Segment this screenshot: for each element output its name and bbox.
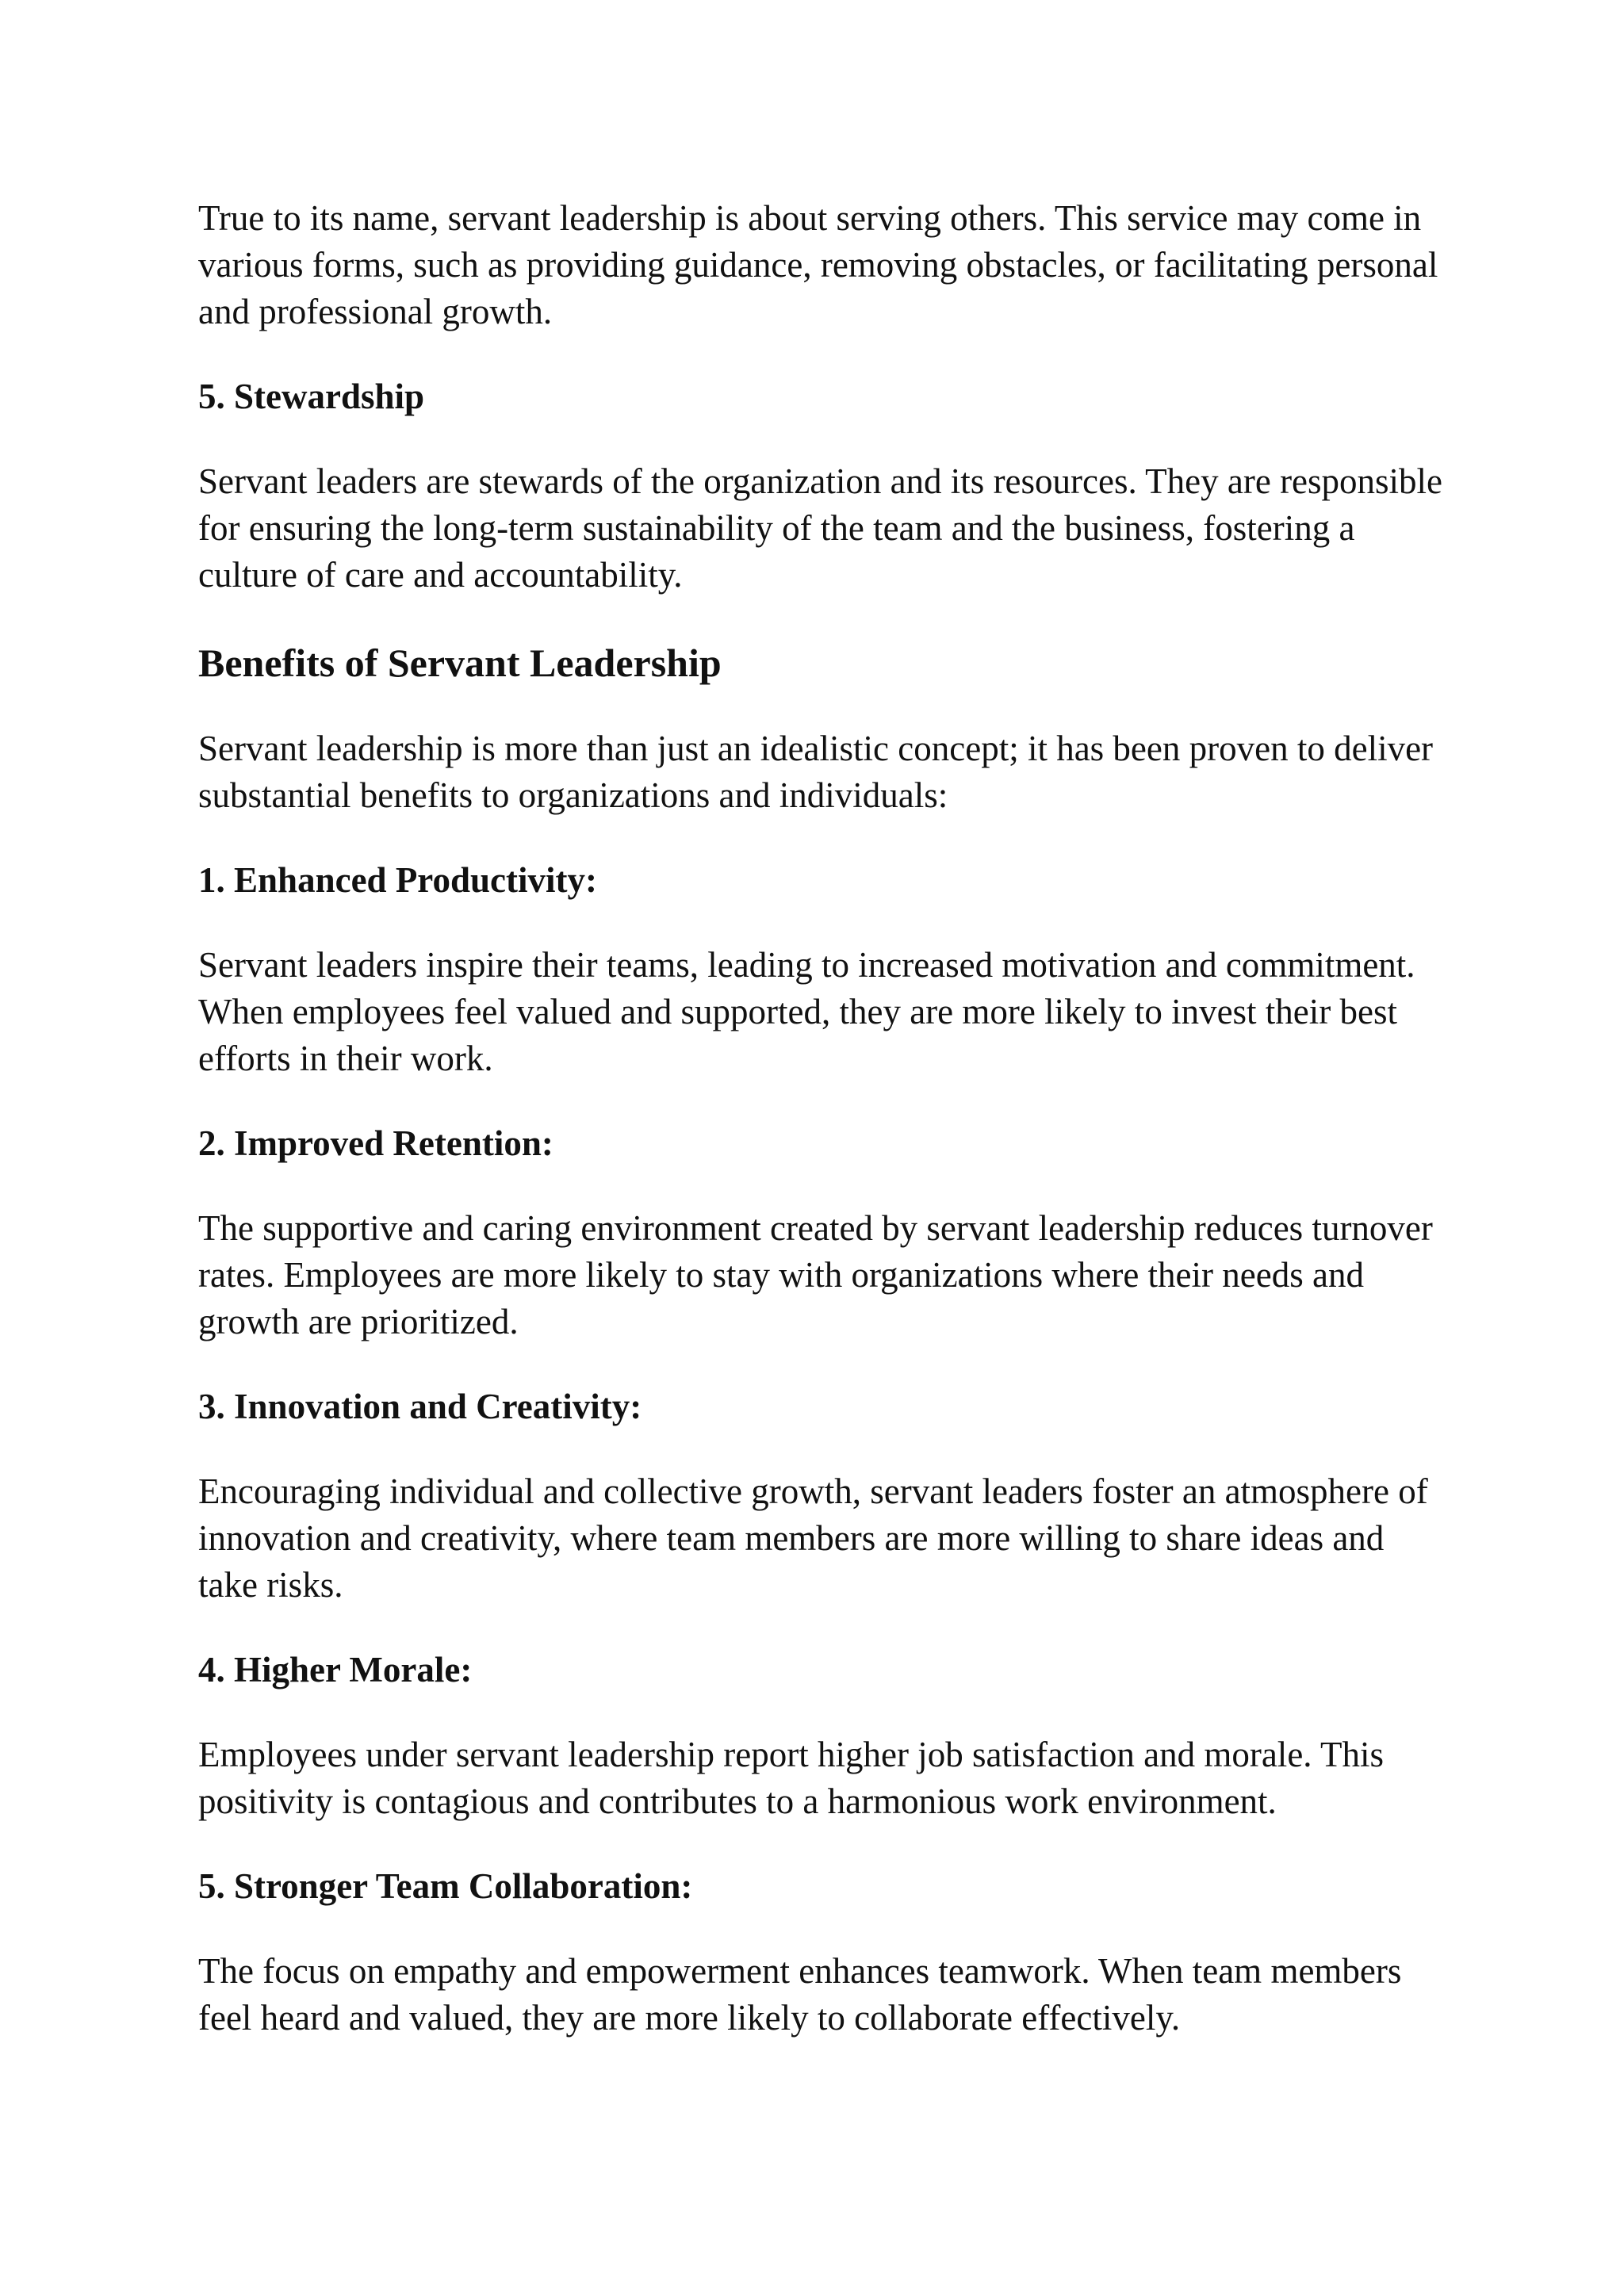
benefit-heading-morale: 4. Higher Morale: [198, 1650, 473, 1689]
benefit-heading-retention: 2. Improved Retention: [198, 1123, 553, 1163]
benefit-paragraph-morale: Employees under servant leadership report higher job satisfaction and morale. This positivity is contagious and contributes to a harmonious work environment. [198, 1735, 1384, 1821]
benefit-paragraph-collaboration: The focus on empathy and empowerment enhances teamwork. When team members feel heard and valued, they are more likely to collaborate effectively. [198, 1951, 1402, 2038]
benefits-intro-paragraph: Servant leadership is more than just an idealistic concept; it has been proven to deliver substantial benefits to organizations and individuals: [198, 729, 1434, 815]
benefit-heading-innovation: 3. Innovation and Creativity: [198, 1387, 642, 1426]
benefit-heading-collaboration: 5. Stronger Team Collaboration: [198, 1866, 693, 1906]
intro-paragraph: True to its name, servant leadership is about serving others. This service may come in various forms, such as providing guidance, removing obstacles, or facilitating personal and professional growth. [198, 198, 1438, 331]
stewardship-paragraph: Servant leaders are stewards of the organization and its resources. They are responsible for ensuring the long-term sustainability of the team and the business, fostering a culture of care and accountability. [198, 461, 1443, 595]
document-body [198, 195, 1451, 2042]
benefits-section-title: Benefits of Servant Leadership [198, 641, 722, 685]
benefit-paragraph-retention: The supportive and caring environment created by servant leadership reduces turnover rates. Employees are more likely to stay with organizations where their needs and growth are prioritized. [198, 1208, 1433, 1341]
benefit-paragraph-innovation: Encouraging individual and collective growth, servant leaders foster an atmosphere of innovation and creativity, where team members are more willing to share ideas and take risks. [198, 1471, 1428, 1605]
benefit-paragraph-productivity: Servant leaders inspire their teams, leading to increased motivation and commitment. When employees feel valued and supported, they are more likely to invest their best efforts in their work. [198, 945, 1415, 1078]
benefit-heading-productivity: 1. Enhanced Productivity: [198, 860, 597, 900]
stewardship-heading: 5. Stewardship [198, 377, 425, 416]
